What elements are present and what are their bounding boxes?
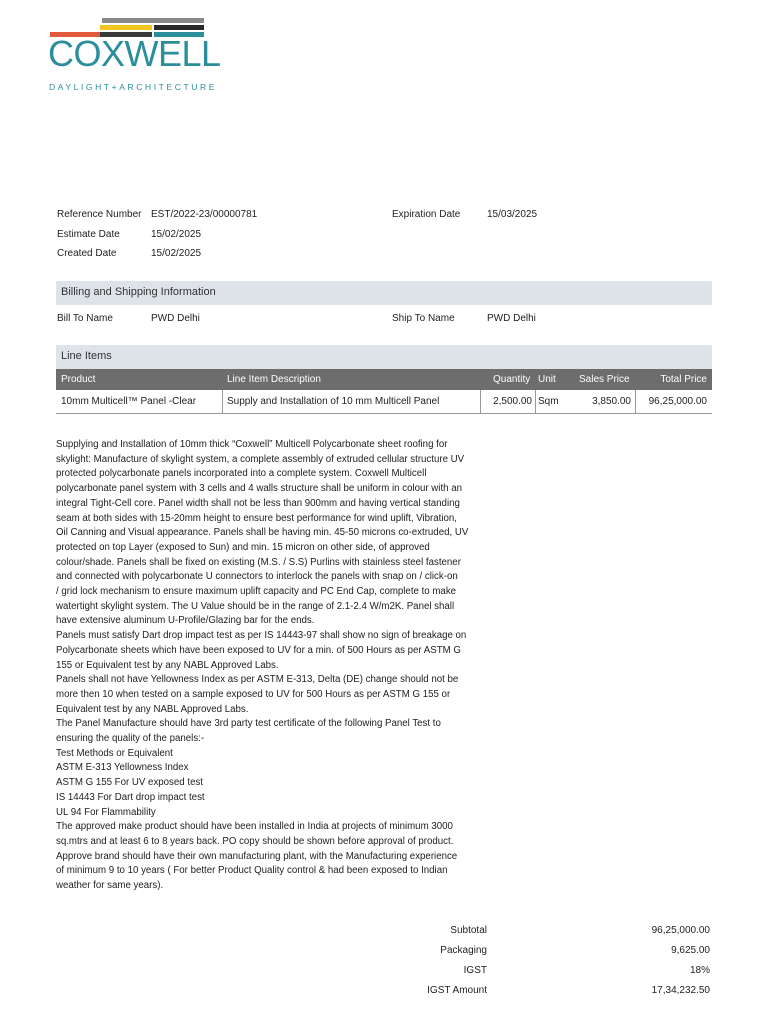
packaging-label: Packaging xyxy=(440,945,487,956)
igst-amount-value: 17,34,232.50 xyxy=(651,985,710,996)
header-total-price: Total Price xyxy=(660,374,707,385)
created-date-label: Created Date xyxy=(57,248,117,259)
header-quantity: Quantity xyxy=(493,374,531,385)
billing-section-header xyxy=(56,281,712,305)
description-line: protected polycarbonate panels incorporated into a complete system. Coxwell Multicell xyxy=(56,468,427,480)
description-line: Oil Canning and Visual appearance. Panels shall be having min. 45-50 microns co-extruded, UV xyxy=(56,527,469,539)
row-sales-price: 3,850.00 xyxy=(592,396,631,407)
description-line: skylight: Manufacture of skylight system, a complete assembly of extruded cellular structure UV xyxy=(56,453,465,465)
row-product: 10mm Multicell™ Panel -Clear xyxy=(61,396,197,407)
line-items-section-header xyxy=(56,345,712,369)
reference-number-label: Reference Number xyxy=(57,209,142,220)
billing-section-title: Billing and Shipping Information xyxy=(61,286,216,298)
description-line: / grid lock mechanism to ensure maximum uplift capacity and PC End Cap, complete to make xyxy=(56,586,457,598)
description-line: The approved make product should have been installed in India at projects of minimum 3000 xyxy=(56,821,453,833)
row-total-price: 96,25,000.00 xyxy=(648,396,707,407)
header-sales-price: Sales Price xyxy=(579,374,630,385)
description-line: colour/shade. Panels shall be fixed on existing (M.S. / S.S) Purlins with stainless steel fastener xyxy=(56,556,461,568)
description-line: sq.mtrs and at least 6 to 8 years back. PO copy should be shown before approval of product. xyxy=(56,835,454,847)
description-line: polycarbonate panel system with 3 cells and 4 walls structure shall be uniform in colour with an xyxy=(56,483,462,495)
expiration-date-value: 15/03/2025 xyxy=(487,209,538,220)
created-date-value: 15/02/2025 xyxy=(151,248,202,259)
igst-label: IGST xyxy=(463,965,487,976)
line-items-section-title: Line Items xyxy=(61,350,112,362)
table-row xyxy=(56,390,712,414)
description-line: Panels shall not have Yellowness Index as per ASTM E-313, Delta (DE) change should not be xyxy=(56,674,459,686)
table-divider xyxy=(635,390,636,414)
igst-amount-label: IGST Amount xyxy=(427,985,487,996)
description-line: ensuring the quality of the panels:- xyxy=(56,733,205,745)
subtotal-value: 96,25,000.00 xyxy=(651,925,710,936)
expiration-date-label: Expiration Date xyxy=(392,209,461,220)
logo-tagline: DAYLIGHT+ARCHITECTURE xyxy=(49,82,218,92)
packaging-value: 9,625.00 xyxy=(671,945,710,956)
description-line: integral Tight-Cell core. Panel width shall not be less than 900mm and having vertical standing xyxy=(56,497,460,509)
row-unit: Sqm xyxy=(538,396,559,407)
table-divider xyxy=(222,390,223,414)
bill-to-value: PWD Delhi xyxy=(151,313,200,324)
description-line: weather for same years). xyxy=(56,880,164,892)
description-line: ASTM E-313 Yellowness Index xyxy=(56,762,189,774)
description-line: Approve brand should have their own manufacturing plant, with the Manufacturing experience xyxy=(56,850,458,862)
bill-to-label: Bill To Name xyxy=(57,313,113,324)
product-description xyxy=(56,438,502,894)
description-line: Panels must satisfy Dart drop impact test as per IS 14443-97 shall show no sign of breakage on xyxy=(56,630,467,642)
table-divider xyxy=(535,390,536,414)
description-line: more then 10 when tested on a sample exposed to UV for 500 Hours as per ASTM G 155 or xyxy=(56,688,451,700)
description-line: Supplying and Installation of 10mm thick “Coxwell” Multicell Polycarbonate sheet roofing for xyxy=(56,439,448,450)
ship-to-value: PWD Delhi xyxy=(487,313,536,324)
description-line: of minimum 9 to 10 years ( For better Product Quality control & had been exposed to Indian xyxy=(56,865,448,877)
description-line: IS 14443 For Dart drop impact test xyxy=(56,791,205,803)
line-items-table-header xyxy=(56,369,712,390)
company-logo xyxy=(48,16,221,92)
reference-number-value: EST/2022-23/00000781 xyxy=(151,209,258,220)
description-line: Test Methods or Equivalent xyxy=(56,747,173,759)
logo-wordmark: COXWELL xyxy=(48,33,221,74)
header-product: Product xyxy=(61,374,96,385)
row-description: Supply and Installation of 10 mm Multicell Panel xyxy=(227,396,440,407)
description-line: ASTM G 155 For UV exposed test xyxy=(56,777,203,789)
description-line: Polycarbonate sheets which have been exposed to UV for a min. of 500 Hours as per ASTM G xyxy=(56,644,461,656)
row-quantity: 2,500.00 xyxy=(493,396,532,407)
description-line: Equivalent test by any NABL Approved Labs. xyxy=(56,703,249,715)
description-line: UL 94 For Flammability xyxy=(56,806,156,818)
description-line: protected on top Layer (exposed to Sun) and min. 15 micron on other side, of approved xyxy=(56,541,430,553)
subtotal-label: Subtotal xyxy=(450,925,487,936)
table-divider xyxy=(480,390,481,414)
description-line: and connected with polycarbonate U connectors to interlock the panels with snap on / click-on xyxy=(56,571,458,583)
description-line: have extensive aluminum U-Profile/Glazing bar for the ends. xyxy=(56,615,315,627)
description-line: The Panel Manufacture should have 3rd party test certificate of the following Panel Test to xyxy=(56,718,441,730)
description-line: seam at both sides with 15-20mm height to ensure best performance for wind uplift, Vibration, xyxy=(56,512,457,524)
description-line: 155 or Equivalent test by any NABL Approved Labs. xyxy=(56,659,279,671)
header-description: Line Item Description xyxy=(227,374,321,385)
estimate-date-label: Estimate Date xyxy=(57,229,120,240)
description-line: watertight skylight system. The U Value should be in the range of 2.1-2.4 W/m2K. Panel shall xyxy=(56,600,455,612)
ship-to-label: Ship To Name xyxy=(392,313,455,324)
estimate-date-value: 15/02/2025 xyxy=(151,229,202,240)
header-unit: Unit xyxy=(538,374,556,385)
igst-value: 18% xyxy=(689,965,710,976)
